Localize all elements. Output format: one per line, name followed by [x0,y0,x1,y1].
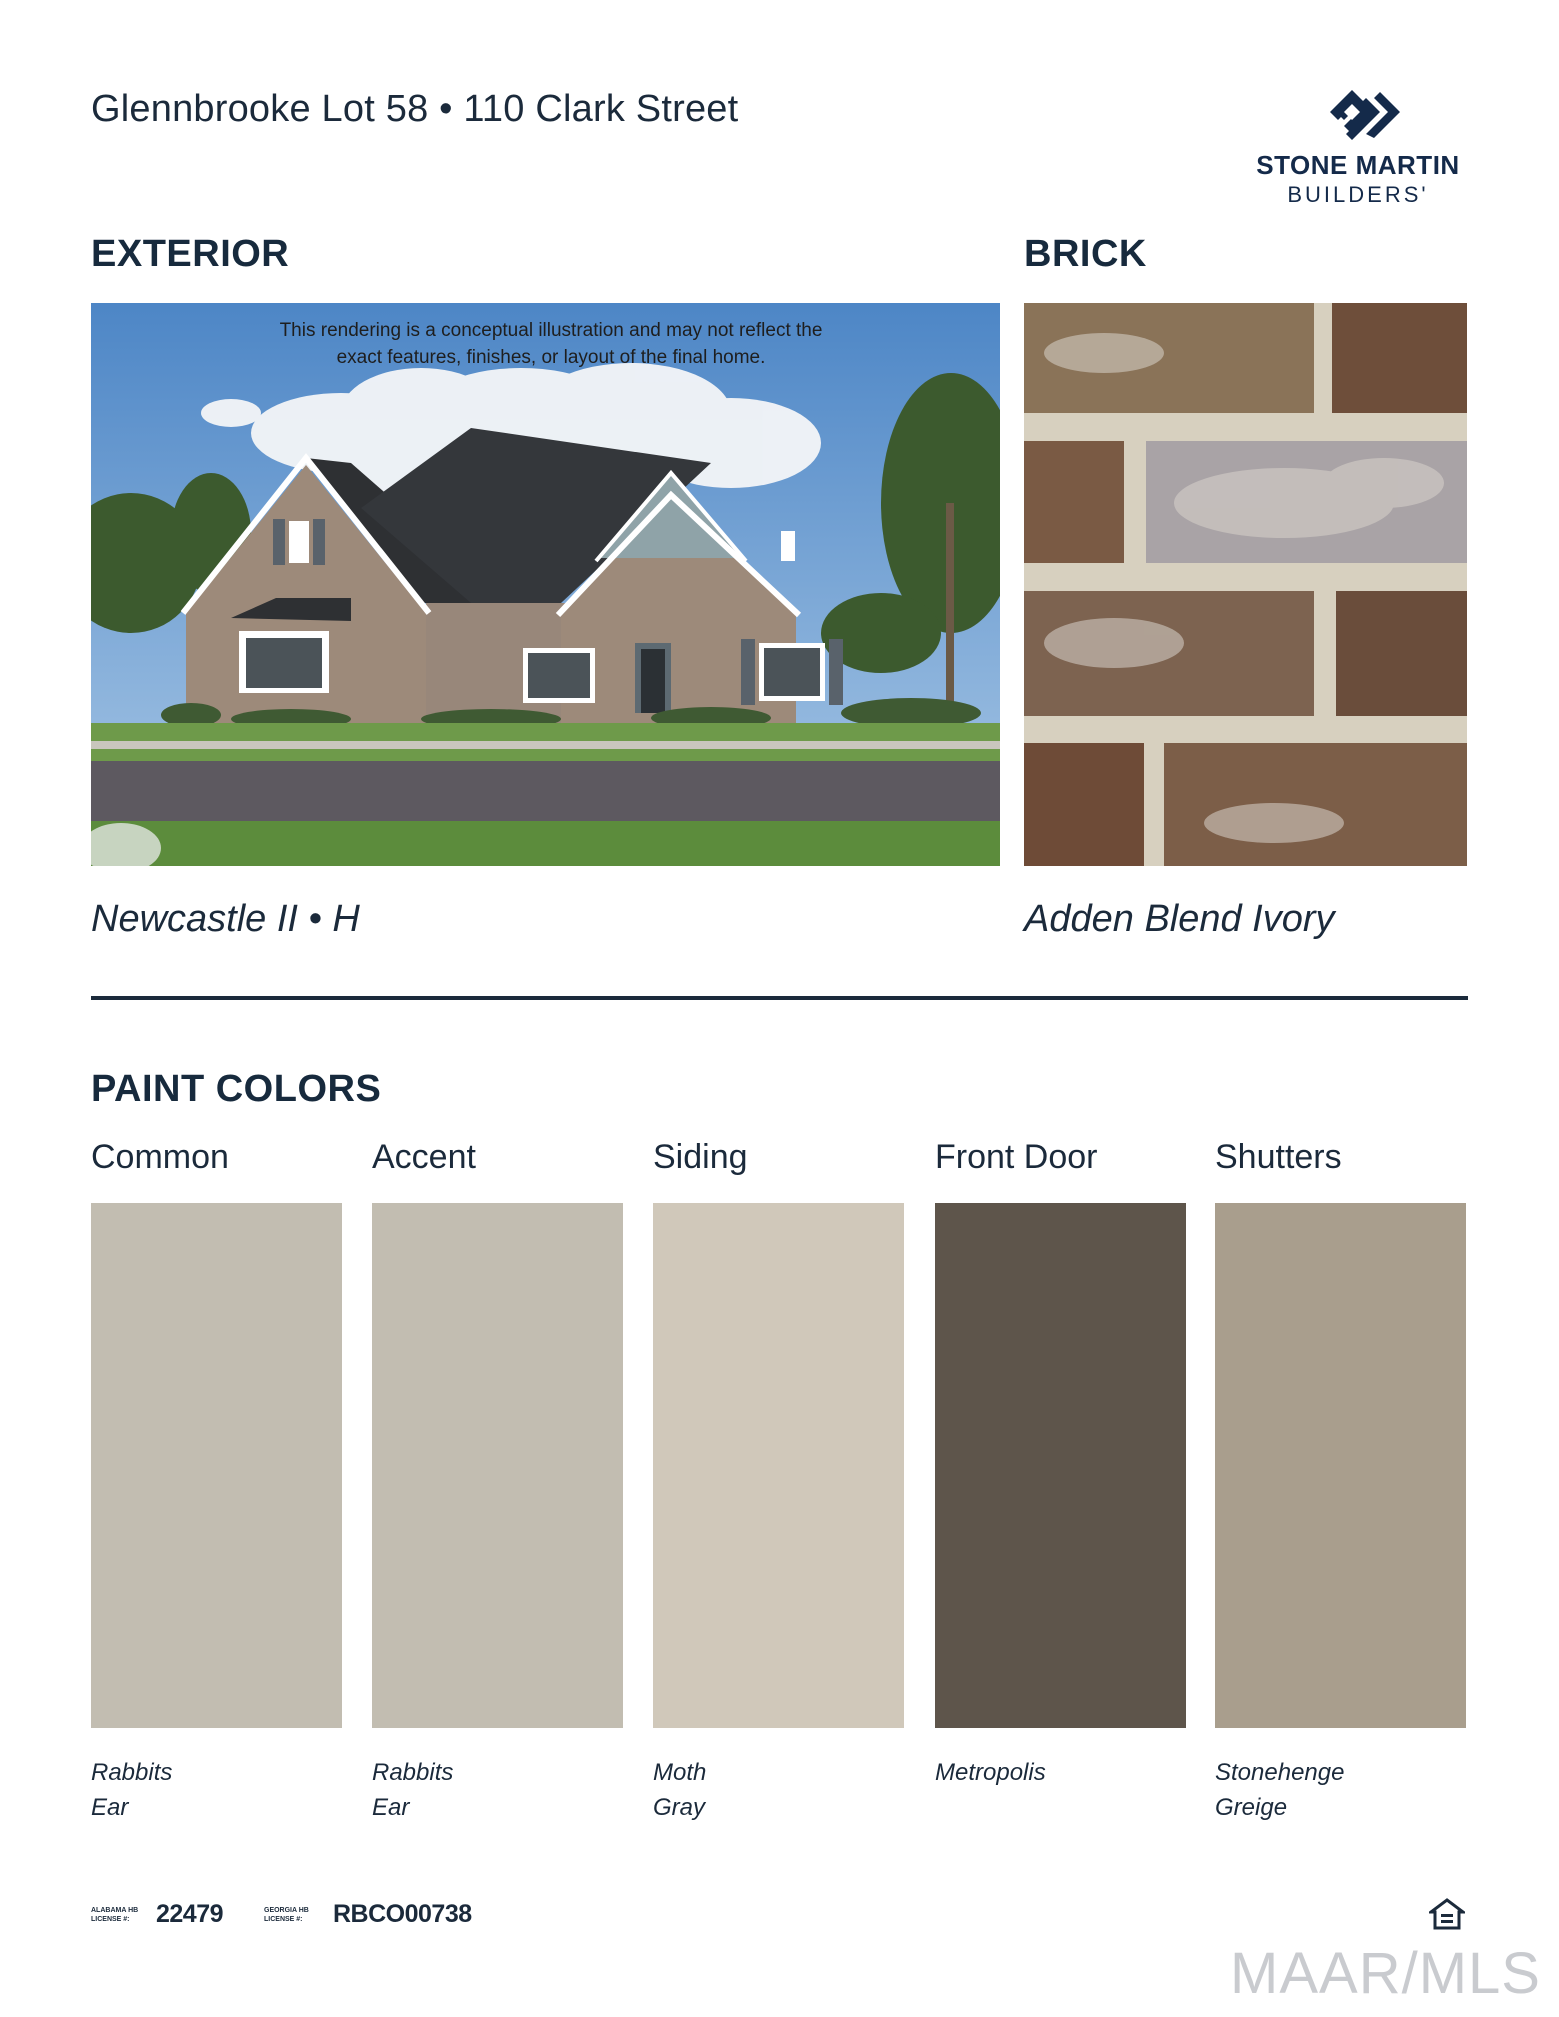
page-title: Glennbrooke Lot 58 • 110 Clark Street [91,88,739,130]
swatch-front-door [935,1203,1186,1728]
logo-brand-text: STONE MARTIN [1256,150,1460,180]
brick-caption: Adden Blend Ivory [1024,898,1335,940]
color-name-line2: Ear [372,1794,410,1821]
color-name-line1: Rabbits [372,1759,454,1786]
color-name-siding [653,1755,904,1825]
alabama-license-label-line2: LICENSE #: [91,1916,130,1923]
swatch-siding [653,1203,904,1728]
alabama-license-label-line1: ALABAMA HB [91,1907,139,1914]
color-name-line1: Rabbits [91,1759,173,1786]
company-logo [1248,82,1468,212]
georgia-license-number: RBCO00738 [333,1900,472,1928]
rendering-disclaimer [201,317,901,371]
paint-label-common: Common [91,1138,229,1176]
alabama-license-label [91,1906,138,1924]
paint-label-shutters: Shutters [1215,1138,1342,1176]
exterior-caption: Newcastle II • H [91,898,360,940]
paint-label-accent: Accent [372,1138,476,1176]
color-name-line2: Ear [91,1794,129,1821]
brick-swatch-image [1024,303,1467,866]
color-name-shutters [1215,1755,1466,1825]
color-name-line2: Gray [653,1794,706,1821]
color-name-line1: Metropolis [935,1759,1046,1786]
georgia-license-label-line2: LICENSE #: [264,1916,303,1923]
paint-label-siding: Siding [653,1138,748,1176]
logo-sub-text: BUILDERS' [1287,182,1429,207]
color-name-line2: Greige [1215,1794,1288,1821]
georgia-license-label-line1: GEORGIA HB [264,1907,309,1914]
georgia-license-label [264,1906,309,1924]
paint-label-front-door: Front Door [935,1138,1098,1176]
color-name-line1: Moth [653,1759,707,1786]
rendering-disclaimer-line1: This rendering is a conceptual illustration and may not reflect the [279,320,823,341]
color-name-accent [372,1755,623,1825]
section-divider [91,996,1468,1000]
color-name-common [91,1755,342,1825]
exterior-rendering-image [91,303,1000,866]
swatch-accent [372,1203,623,1728]
brick-heading: BRICK [1024,233,1147,275]
mls-watermark: MAAR/MLS [1230,1941,1541,2006]
color-name-line1: Stonehenge [1215,1759,1345,1786]
alabama-license-number: 22479 [156,1900,224,1928]
paint-colors-heading: PAINT COLORS [91,1068,382,1110]
swatch-common [91,1203,342,1728]
equal-housing-icon [1429,1898,1465,1935]
logo-mark-icon [1248,82,1468,144]
swatch-shutters [1215,1203,1466,1728]
exterior-heading: EXTERIOR [91,233,290,275]
color-name-front-door [935,1755,1186,1790]
rendering-disclaimer-line2: exact features, finishes, or layout of the final home. [336,347,766,368]
